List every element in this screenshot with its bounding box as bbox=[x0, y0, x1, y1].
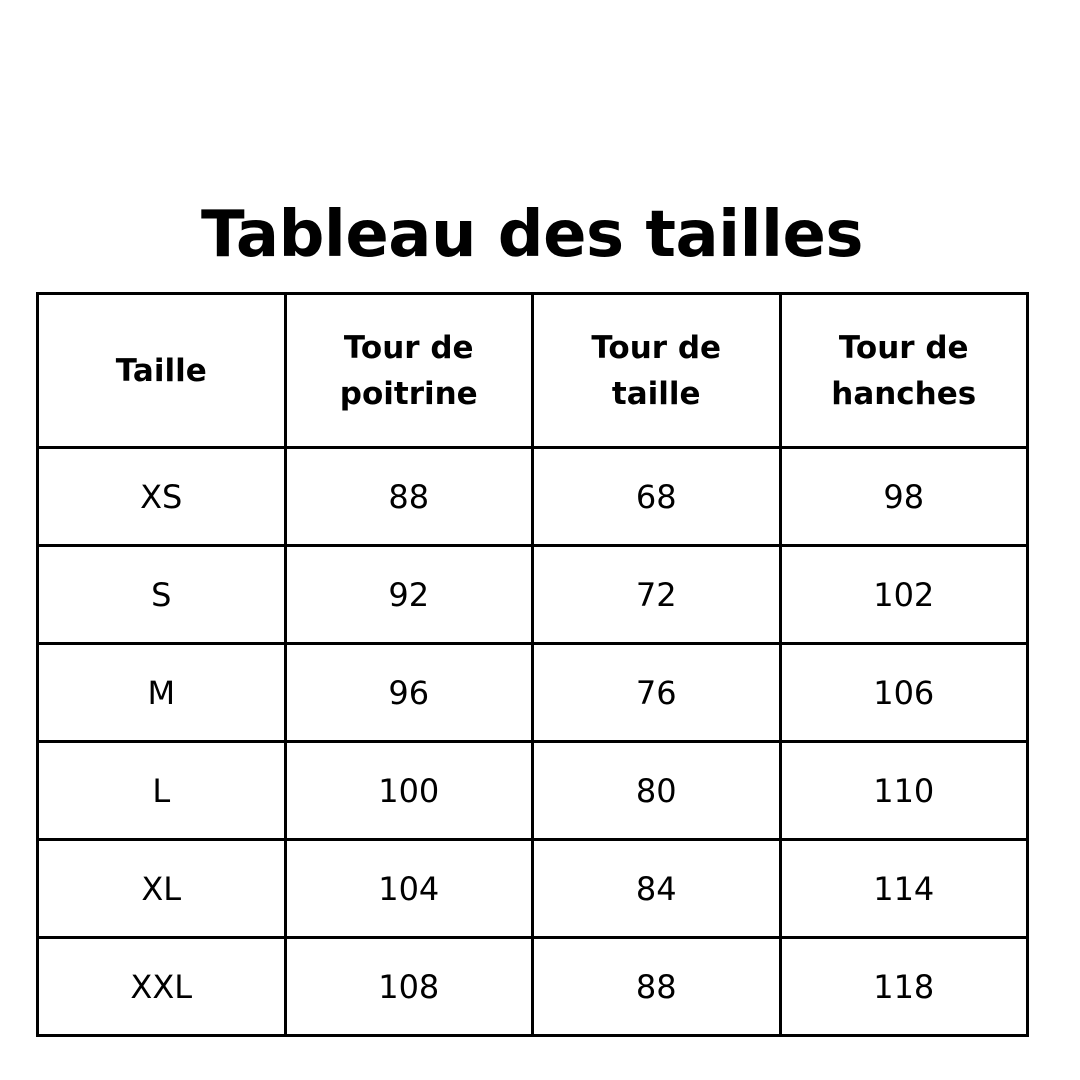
page-title: Tableau des tailles bbox=[201, 197, 863, 272]
table-row bbox=[38, 742, 1028, 840]
waist-cell: 76 bbox=[533, 644, 781, 742]
chest-cell: 104 bbox=[285, 840, 533, 938]
chest-cell: 88 bbox=[285, 448, 533, 546]
header-waist-line-1: Tour de bbox=[591, 329, 722, 366]
size-cell: XL bbox=[38, 840, 286, 938]
header-size-label: Taille bbox=[115, 352, 207, 389]
table-row bbox=[38, 448, 1028, 546]
header-chest-line-1: Tour de bbox=[343, 329, 474, 366]
header-waist-line-2: taille bbox=[611, 375, 701, 412]
header-hips bbox=[780, 294, 1028, 448]
waist-cell: 80 bbox=[533, 742, 781, 840]
waist-cell: 72 bbox=[533, 546, 781, 644]
table-row bbox=[38, 546, 1028, 644]
chest-cell: 92 bbox=[285, 546, 533, 644]
chest-cell: 96 bbox=[285, 644, 533, 742]
size-cell: S bbox=[38, 546, 286, 644]
table-header-row bbox=[38, 294, 1028, 448]
hips-cell: 114 bbox=[780, 840, 1028, 938]
hips-cell: 102 bbox=[780, 546, 1028, 644]
header-waist bbox=[533, 294, 781, 448]
header-hips-line-1: Tour de bbox=[838, 329, 969, 366]
size-cell: L bbox=[38, 742, 286, 840]
table-row bbox=[38, 938, 1028, 1036]
waist-cell: 68 bbox=[533, 448, 781, 546]
table-row bbox=[38, 840, 1028, 938]
hips-cell: 98 bbox=[780, 448, 1028, 546]
chest-cell: 108 bbox=[285, 938, 533, 1036]
header-chest-line-2: poitrine bbox=[339, 375, 478, 412]
size-chart-table bbox=[36, 292, 1029, 1037]
hips-cell: 110 bbox=[780, 742, 1028, 840]
size-cell: XXL bbox=[38, 938, 286, 1036]
waist-cell: 84 bbox=[533, 840, 781, 938]
size-cell: XS bbox=[38, 448, 286, 546]
chest-cell: 100 bbox=[285, 742, 533, 840]
table-row bbox=[38, 644, 1028, 742]
hips-cell: 118 bbox=[780, 938, 1028, 1036]
header-size bbox=[38, 294, 286, 448]
size-cell: M bbox=[38, 644, 286, 742]
hips-cell: 106 bbox=[780, 644, 1028, 742]
waist-cell: 88 bbox=[533, 938, 781, 1036]
header-chest bbox=[285, 294, 533, 448]
header-hips-line-2: hanches bbox=[831, 375, 977, 412]
